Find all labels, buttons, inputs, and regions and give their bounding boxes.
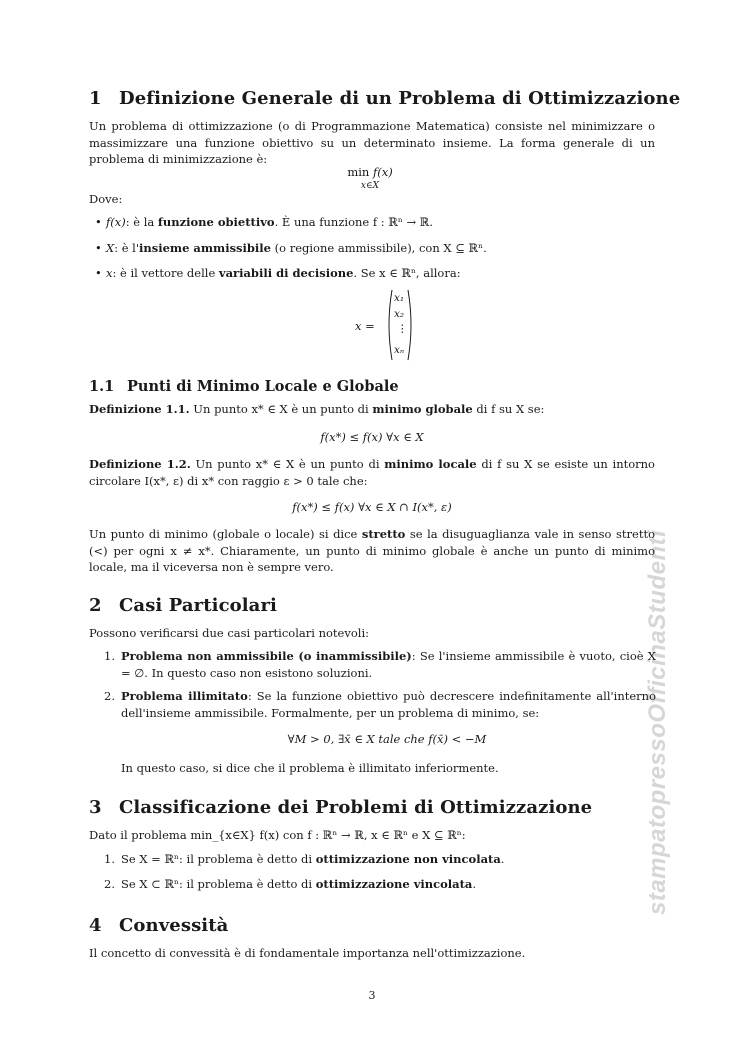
vector-entry: ⋮: [397, 323, 408, 335]
definition-text: Un punto x* ∈ X è un punto di: [190, 457, 385, 471]
item-term: Problema non ammissibile (o inammissibile): [121, 649, 412, 663]
classification-item-constrained: [104, 876, 656, 893]
min-objective: f(x): [372, 165, 393, 179]
item-text: .: [472, 877, 477, 891]
definition-1-1: [89, 401, 655, 418]
bullet-term: funzione obiettivo: [157, 215, 275, 229]
item-number: 1.: [104, 852, 115, 866]
bullet-text: (o regione ammissibile), con X ⊆ ℝⁿ.: [270, 241, 487, 255]
section-2-intro: Possono verificarsi due casi particolari notevoli:: [89, 626, 369, 640]
section-number: 4: [89, 915, 102, 936]
bullet-term: variabili di decisione: [218, 266, 354, 280]
note-text: se la disuguaglianza vale in senso stretto (<) per ogni x ≠ x*. Chiaramente, un punto di minimo globale è anche un punto di minimo locale, ma il viceversa non è sempre vero.: [89, 527, 655, 575]
bullet-text: . È una funzione f : ℝⁿ → ℝ.: [274, 215, 433, 229]
definition-term: minimo locale: [384, 457, 477, 471]
bullet-term: insieme ammissibile: [139, 241, 271, 255]
vector-lhs: x =: [355, 319, 375, 333]
item-text: Se X ⊂ ℝⁿ: il problema è detto di: [121, 877, 316, 891]
bullet-symbol: f(x): [106, 215, 126, 229]
bullet-text: : è l': [114, 241, 140, 255]
item-term: ottimizzazione non vincolata: [315, 852, 501, 866]
note-term: stretto: [361, 527, 406, 541]
section-1-heading: [89, 86, 680, 112]
item-number: 1.: [104, 649, 115, 663]
vector-entry: x₂: [394, 308, 405, 320]
section-title: Convessità: [119, 915, 229, 936]
definition-text: di f su X se esiste un intorno circolare I(x*, ε) di x* con raggio ε > 0 tale che:: [89, 457, 655, 488]
min-operator: min: [347, 165, 370, 179]
page-number: 3: [368, 989, 376, 1002]
min-subscript: x∈X: [360, 180, 380, 191]
case-item-unbounded: [104, 688, 656, 721]
unbounded-conclusion: In questo caso, si dice che il problema è illimitato inferiormente.: [121, 761, 499, 775]
section-title: Casi Particolari: [119, 595, 277, 616]
bullet-text: . Se x ∈ ℝⁿ, allora:: [353, 266, 461, 280]
item-term: Problema illimitato: [121, 689, 248, 703]
section-title: Classificazione dei Problemi di Ottimizzazione: [119, 797, 593, 818]
dove-label: Dove:: [89, 192, 123, 206]
vector-entry: xₙ: [394, 344, 405, 356]
item-text: : Se l'insieme ammissibile è vuoto, cioè X = ∅. In questo caso non esistono soluzioni.: [121, 649, 656, 680]
section-number: 3: [89, 797, 102, 818]
bullet-text: : è il vettore delle: [112, 266, 219, 280]
subsection-1-1-heading: [89, 376, 399, 397]
unbounded-formula: ∀M > 0, ∃x̄ ∈ X tale che f(x̄) < −M: [287, 732, 487, 746]
bullet-objective-function: [106, 214, 656, 231]
section-4-heading: [89, 913, 228, 939]
section-3-heading: [89, 795, 592, 821]
bullet-decision-variables: [106, 265, 656, 282]
definition-term: minimo globale: [372, 402, 473, 416]
bullet-text: : è la: [125, 215, 158, 229]
watermark: stampatopressoOfficinaStudenti: [644, 529, 671, 915]
bullet-symbol: x: [106, 266, 113, 280]
definition-text: di f su X se:: [472, 402, 545, 416]
column-vector: [385, 288, 415, 362]
item-number: 2.: [104, 877, 115, 891]
section-number: 2: [89, 595, 102, 616]
definition-label: Definizione 1.1.: [89, 402, 190, 416]
subsection-title: Punti di Minimo Locale e Globale: [127, 378, 399, 395]
definition-label: Definizione 1.2.: [89, 457, 191, 471]
item-number: 2.: [104, 689, 115, 703]
section-3-intro: Dato il problema min_{x∈X} f(x) con f : ℝⁿ → ℝ, x ∈ ℝⁿ e X ⊆ ℝⁿ:: [89, 828, 466, 842]
definition-1-2: [89, 456, 655, 489]
item-text: Se X = ℝⁿ: il problema è detto di: [121, 852, 316, 866]
case-item-infeasible: [104, 648, 656, 681]
classification-item-unconstrained: [104, 851, 656, 868]
definition-1-1-formula: f(x*) ≤ f(x) ∀x ∈ X: [320, 430, 424, 444]
subsection-number: 1.1: [89, 378, 115, 395]
bullet-symbol: X: [106, 241, 115, 255]
item-text: : Se la funzione obiettivo può decrescere indefinitamente all'interno dell'insieme ammissibile. Formalmente, per un problema di minimo, se:: [121, 689, 657, 720]
note-text: Un punto di minimo (globale o locale) si dice: [89, 527, 362, 541]
strict-minimum-note: [89, 526, 655, 576]
min-formula: [340, 164, 400, 191]
bullet-feasible-set: [106, 240, 656, 257]
section-2-heading: [89, 593, 277, 619]
section-title: Definizione Generale di un Problema di Ottimizzazione: [119, 88, 681, 109]
section-number: 1: [89, 88, 102, 109]
section-4-intro: Il concetto di convessità è di fondamentale importanza nell'ottimizzazione.: [89, 946, 526, 960]
definition-text: Un punto x* ∈ X è un punto di: [189, 402, 373, 416]
section-1-intro: Un problema di ottimizzazione (o di Programmazione Matematica) consiste nel minimizzare o massimizzare una funzione obiettivo su un determinato insieme. La forma generale di un problema di minimizzazione è:: [89, 119, 655, 167]
vector-entry: x₁: [394, 292, 405, 304]
item-text: .: [500, 852, 505, 866]
item-term: ottimizzazione vincolata: [315, 877, 473, 891]
definition-1-2-formula: f(x*) ≤ f(x) ∀x ∈ X ∩ I(x*, ε): [292, 500, 452, 514]
